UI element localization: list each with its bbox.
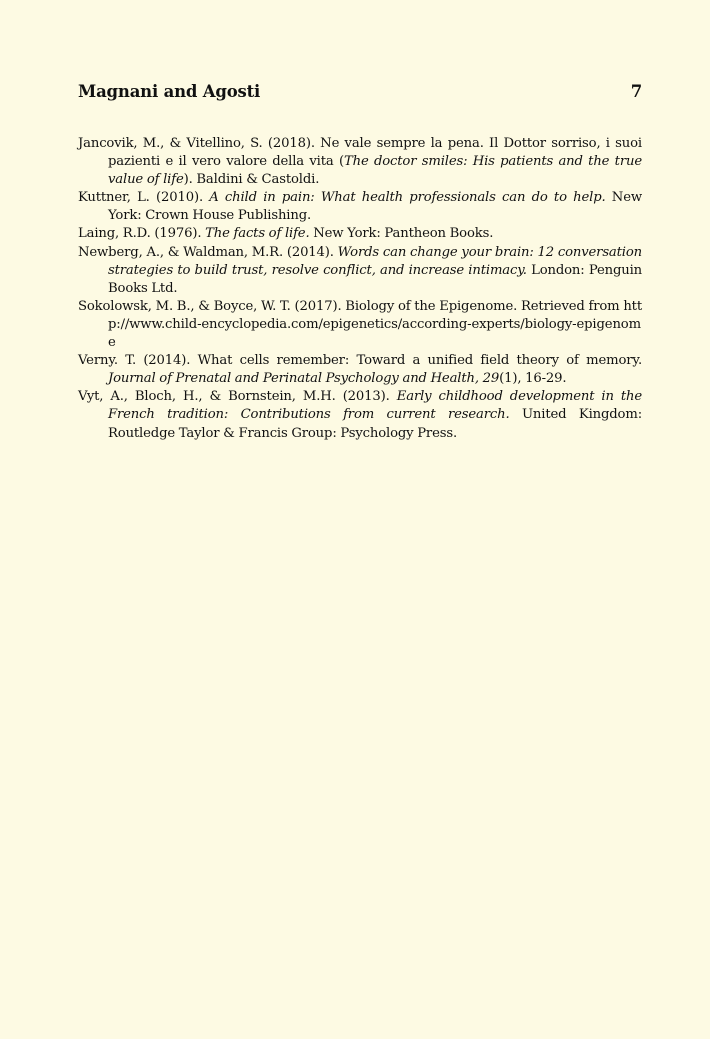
reference-url[interactable]: http://www.child-encyclopedia.com/epigenetics/according-experts/biology-epigenome <box>108 298 642 351</box>
reference-item-kuttner: Kuttner, L. (2010). A child in pain: What health professionals can do to help. New York: Crown House Publishing. <box>78 190 642 224</box>
reference-item-sokolowsk: Sokolowsk, M. B., & Boyce, W. T. (2017). Biology of the Epigenome. Retrieved from http://www.child-encyclopedia.com/epigenetics/according-experts/biology-epigenome <box>78 298 642 351</box>
page-number: 7 <box>630 82 642 101</box>
reference-list <box>78 135 642 443</box>
running-header-authors: Magnani and Agosti <box>78 82 261 101</box>
running-header <box>78 82 642 104</box>
reference-item-vyt: Vyt, A., Bloch, H., & Bornstein, M.H. (2013). Early childhood development in the French tradition: Contributions from current research. United Kingdom: Routledge Taylor & Francis Group: Psychology Press. <box>78 389 643 441</box>
reference-item-jancovik: Jancovik, M., & Vitellino, S. (2018). Ne vale sempre la pena. Il Dottor sorriso, i suoi pazienti e il vero valore della vita (The doctor smiles: His patients and the true value of life). Baldini & Castoldi. <box>78 136 642 188</box>
reference-item-verny: Verny. T. (2014). What cells remember: Toward a unified field theory of memory. Journal of Prenatal and Perinatal Psychology and Health, 29(1), 16-29. <box>78 353 642 387</box>
reference-item-newberg: Newberg, A., & Waldman, M.R. (2014). Words can change your brain: 12 conversation strategies to build trust, resolve conflict, and increase intimacy. London: Penguin Books Ltd. <box>78 244 643 296</box>
reference-item-laing: Laing, R.D. (1976). The facts of life. New York: Pantheon Books. <box>78 226 494 242</box>
page <box>78 0 642 1039</box>
